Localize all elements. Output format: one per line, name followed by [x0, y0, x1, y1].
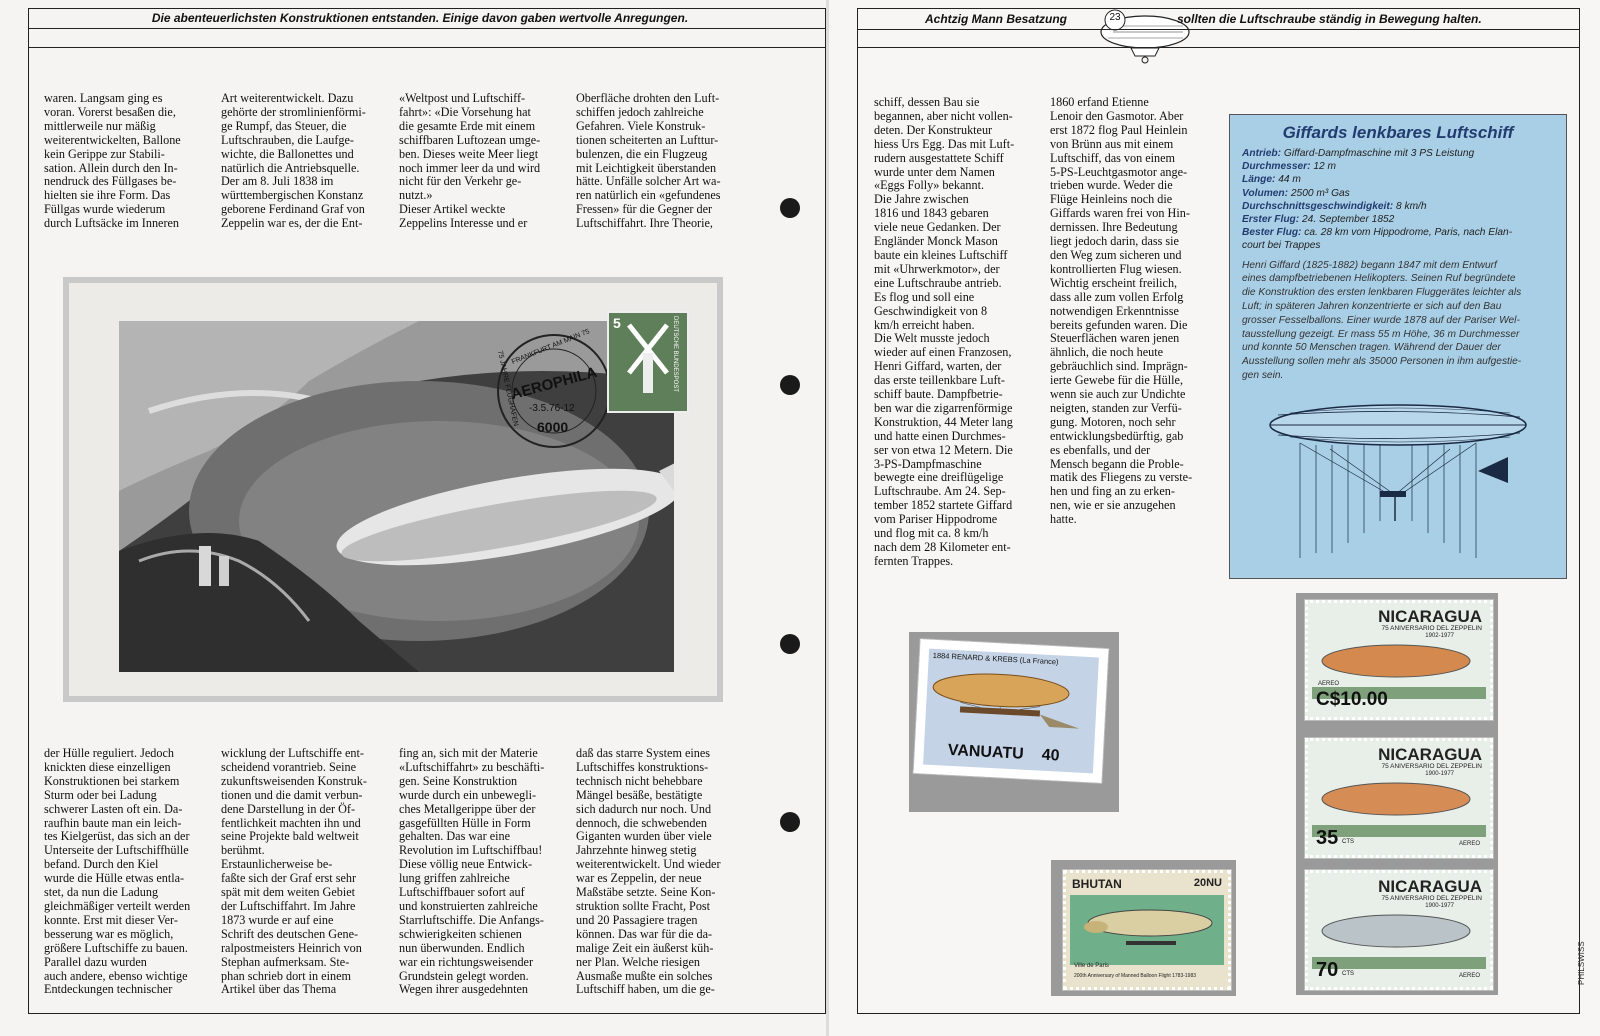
vanuatu-stamp — [914, 639, 1109, 783]
airship-ville-de-paris-image — [1066, 873, 1228, 987]
left-header: Die abenteuerlichsten Konstruktionen entstanden. Einige davon gaben wertvolle Anregungen. — [151, 11, 689, 25]
stamp-aereo: AEREO — [1318, 681, 1340, 687]
text-column: «Weltpost und Luftschiff- fahrt»: «Die Vorsehung hat die gesamte Erde mit einem schiffbaren Luftozean umge- ben. Dieses weite Meer liegt noch immer leer da und wird nicht für den Verkehr ge- nutzt.» Dieser Artikel weckte Zeppelins Interesse und er — [399, 91, 541, 231]
right-page — [829, 0, 1600, 1036]
giffard-infobox — [1229, 114, 1567, 579]
stamp-caption: 200th Anniversary of Manned Balloon Flight 1783-1983 — [1074, 973, 1197, 979]
bhutan-stamp — [1063, 870, 1231, 990]
stamp-country: DEUTSCHE BUNDESPOST — [671, 315, 678, 393]
postcard — [69, 283, 717, 696]
infobox-description: Henri Giffard (1825-1882) begann 1847 mit dem Entwurf eines dampfbetriebenen Helikopters. Seinen Ruf begründete die Konstruktion des ersten lenkbaren Fluggerätes leichter als Luft; in späteren Jahren konzentrierte er sich auf den Bau grosser Fesselballons. Einer wurde 1878 auf der Pariser Wel- tausstellung gezeigt. Er mass 55 m Höhe, 36 m Durchmesser und konnte 50 Menschen tragen. Während der Dauer der Ausstellung sollen mehr als 35000 Personen in ihm aufgestie- gen sein. — [1242, 259, 1522, 381]
imprint: PHILSWISS — [1577, 941, 1586, 985]
infobox-fact — [1242, 226, 1556, 252]
stamp-value: 35 — [1316, 827, 1339, 849]
binder-hole — [780, 634, 800, 654]
postmark-side: 75 JAHRE FLUGHAFEN — [496, 350, 519, 427]
fact-label: Volumen: — [1242, 187, 1289, 199]
stamp-country: BHUTAN — [1072, 877, 1122, 891]
stamp-caption: Ville de Paris — [1074, 963, 1109, 969]
header-rule — [857, 47, 1579, 48]
fact-label: Durchschnittsgeschwindigkeit: — [1242, 200, 1394, 212]
fact-value: 2500 m³ Gas — [1290, 187, 1350, 199]
postmark-city: FRANKFURT AM MAIN 75 — [510, 328, 591, 366]
right-header-left: Achtzig Mann Besatzung — [925, 12, 1068, 26]
header-rule — [857, 29, 1579, 30]
stamp-aereo: AEREO — [1458, 841, 1480, 847]
postmark-event: AEROPHILA — [509, 363, 599, 404]
fact-label: Antrieb: — [1242, 148, 1282, 159]
text-column: schiff, dessen Bau sie begannen, aber nicht vollen- deten. Der Konstrukteur hiess Urs Egg. Das mit Luft- rudern ausgestattete Schiff wurde unter dem Namen «Eggs Folly» bekannt. Die Jahre zwischen 1816 und 1843 gebaren viele neue Gedanken. Der Engländer Monck Mason baute ein kleines Luftschiff mit «Uhrwerkmotor», der eine Luftschraube antrieb. Es flog und soll eine Geschwindigkeit von 8 km/h erreicht haben. Die Welt musste jedoch wieder auf einen Franzosen, Henri Giffard, warten, der das erste teillenkbare Luft- schiff baute. Dampfbetrie- ben war die zigarrenförmige Konstruktion, 44 Meter lang und hatte einen Durchmes- ser von etwa 12 Metern. Die 3-PS-Dampfmaschine bewegte eine dreiflügelige Luftschraube. Am 24. Sep- tember 1852 startete Giffard vom Pariser Hippodrome und flog mit ca. 8 km/h nach dem 28 Kilometer ent- fernten Trappes. — [874, 95, 1015, 568]
stamp-value: 20NU — [1193, 877, 1222, 889]
text-column: Art weiterentwickelt. Dazu gehörte der stromlinienförmi- ge Rumpf, das Steuer, die Luftschrauben, die Laufge- wichte, die Ballonettes und natürlich die Antriebsquelle. Der am 8. Juli 1838 im württembergischen Konstanz geborene Ferdinand Graf von Zeppelin war es, der die Ent- — [221, 91, 366, 231]
giffard-airship-drawing — [1230, 403, 1566, 573]
text-column: daß das starre System eines Luftschiffes konstruktions- technisch nicht behebbare Mängel besäße, bestätigte sich dadurch nur noch. Und dennoch, die schwebenden Giganten wurden über viele Jahrzehnte hinweg stetig weiterentwickelt. Und wieder war es Zeppelin, der neue Maßstäbe setzte. Seine Kon- struktion sollte Fracht, Post und 20 Passagiere tragen können. Das war für die da- malige Zeit ein äußerst küh- ner Plan. Welche riesigen Ausmaße mußte ein solches Luftschiff haben, um die ge- — [576, 746, 721, 997]
stamp-value: C$10.00 — [1316, 689, 1388, 710]
text-column: der Hülle reguliert. Jedoch knickten diese einzelligen Konstruktionen bei starkem Sturm oder bei Ladung schwerer Lasten oft ein. Da- raufhin baute man ein leich- tes Kielgerüst, das sich an der Unterseite der Luftschiffhülle befand. Durch den Kiel wurde die Hülle etwas entla- stet, da nun die Ladung gleichmäßiger verteilt werden konnte. Erst mit dieser Ver- besserung war es möglich, größere Luftschiffe zu bauen. Parallel dazu wurden auch andere, ebenso wichtige Entdeckungen technischer — [44, 746, 191, 997]
stamp-unit: CTS — [1342, 839, 1354, 845]
infobox-fact — [1242, 200, 1556, 213]
stamp-unit: CTS — [1342, 971, 1354, 977]
page-number: 23 — [1109, 12, 1121, 23]
stamp-country: NICARAGUA — [1378, 877, 1482, 896]
fact-label: Bester Flug: — [1242, 227, 1302, 239]
stamp-subtitle: 75 ANIVERSARIO DEL ZEPPELIN — [1381, 895, 1482, 902]
binder-hole — [780, 198, 800, 218]
stamp-years: 1900-1977 — [1425, 903, 1454, 909]
stamp-caption: 1884 RENARD & KREBS (La France) — [932, 650, 1059, 667]
header-rule — [28, 47, 825, 48]
stamp-years: 1902-1977 — [1425, 633, 1454, 639]
stamp-country: VANUATU — [947, 741, 1025, 763]
nicaragua-stamp — [1305, 870, 1493, 990]
header-rule — [28, 28, 825, 29]
fact-value: 44 m — [1278, 174, 1301, 186]
text-column: waren. Langsam ging es voran. Vorerst besaßen die, mittlerweile nur mäßig weiterentwickelten, Ballone kein Gerippe zur Stabili- sation. Allein durch den In- nendruck des Füllgases be- hielten sie ihre Form. Das Füllgas wurde wiederum durch Luftsäcke im Inneren — [44, 91, 181, 231]
fact-value: 12 m — [1313, 161, 1337, 173]
right-header-right: sollten die Luftschraube ständig in Bewegung halten. — [1177, 12, 1482, 26]
stamp-value: 5 — [613, 315, 621, 331]
fact-value: ca. 28 km vom Hippodrome, Paris, nach Elan- court bei Trappes — [1242, 227, 1513, 252]
fact-label: Erster Flug: — [1242, 214, 1300, 226]
text-column: Oberfläche drohten den Luft- schiffen jedoch zahlreiche Gefahren. Viele Konstruk- tionen scheiterten an Lufttur- bulenzen, die ein Flugzeug mit Leichtigkeit überstanden hätte. Unfälle solcher Art wa- ren natürlich ein «gefundenes Fressen» für die Gegner der Luftschiffahrt. Ihre Theorie, — [576, 91, 721, 231]
bundespost-stamp — [607, 311, 689, 413]
stamp-years: 1900-1977 — [1425, 771, 1454, 777]
fact-label: Länge: — [1242, 174, 1276, 186]
fact-value: 24. September 1852 — [1302, 214, 1395, 226]
text-column: fing an, sich mit der Materie «Luftschiffahrt» zu beschäfti- gen. Seine Konstruktion wurde durch ein unbewegli- ches Metallgerippe über der gasgefüllten Hülle in Form gehalten. Das war eine Revolution im Luftschiffbau! Diese völlig neue Entwick- lung griffen zahlreiche Luftschiffbauer sofort auf und konstruierten zahlreiche Starrluftschiffe. Die Anfangs- schwierigkeiten schienen nun überwunden. Endlich war ein richtungsweisender Grundstein gelegt worden. Wegen ihrer ausgedehnten — [399, 746, 545, 997]
infobox-fact — [1242, 213, 1556, 226]
text-column: wicklung der Luftschiffe ent- scheidend vorantrieb. Seine zukunftsweisenden Konstruk- tionen und die damit verbun- dene Darstellung in der Öf- fentlichkeit machten ihn und seine Projekte bald weltweit berühmt. Erstaunlicherweise be- faßte sich der Graf erst sehr spät mit dem weiten Gebiet der Luftschiffahrt. Im Jahre 1873 wurde er auf eine Schrift des deutschen Gene- ralpostmeisters Heinrich von Stephan aufmerksam. Ste- phan schrieb dort in einem Artikel über das Thema — [221, 746, 367, 997]
text-column: 1860 erfand Etienne Lenoir den Gasmotor. Aber erst 1872 flog Paul Heinlein von Brünn aus mit einem Luftschiff, das von einem 5-PS-Leuchtgasmotor ange- trieben wurde. Weder die Flüge Heinleins noch die Giffards waren frei von Hin- dernissen. Ihre Bedeutung liegt jedoch darin, dass sie den Weg zum sicheren und kontrollierten Flug wiesen. Wichtig erscheint freilich, dass alle zum vollen Erfolg notwendigen Erkenntnisse bereits gefunden waren. Die Steuerflächen waren jenen ähnlich, die noch heute gebräuchlich sind. Imprägn- ierte Gewebe für die Hülle, wenn sie auch zur Undichte neigten, standen zur Verfü- gung. Motoren, noch sehr entwicklungsbedürftig, gab es ebenfalls, und der Mensch begann die Proble- matik des Fliegens zu verste- hen und fing an zu erken- nen, wie er sie anzugehen hatte. — [1050, 95, 1193, 527]
stamp-subtitle: 75 ANIVERSARIO DEL ZEPPELIN — [1381, 625, 1482, 632]
postmark-date: -3.5.76-12 — [529, 403, 575, 414]
fact-value: 8 km/h — [1395, 200, 1427, 212]
stamp-value: 40 — [1041, 746, 1060, 765]
infobox-fact — [1242, 173, 1556, 186]
stamp-country: NICARAGUA — [1378, 607, 1482, 626]
stamp-country: NICARAGUA — [1378, 745, 1482, 764]
stamp-value: 70 — [1316, 959, 1339, 981]
fact-value: Giffard-Dampfmaschine mit 3 PS Leistung — [1283, 148, 1475, 159]
infobox-facts — [1242, 147, 1556, 253]
stamp-aereo: AEREO — [1458, 973, 1480, 979]
nicaragua-stamp — [1305, 600, 1493, 720]
binder-hole — [780, 812, 800, 832]
infobox-fact — [1242, 147, 1556, 160]
nicaragua-stamp — [1305, 738, 1493, 858]
stamp-subtitle: 75 ANIVERSARIO DEL ZEPPELIN — [1381, 763, 1482, 770]
infobox-fact — [1242, 160, 1556, 173]
infobox-title: Giffards lenkbares Luftschiff — [1282, 123, 1514, 142]
postmark-zip: 6000 — [537, 419, 569, 435]
fact-label: Durchmesser: — [1242, 161, 1311, 173]
binder-hole — [780, 375, 800, 395]
infobox-fact — [1242, 187, 1556, 200]
